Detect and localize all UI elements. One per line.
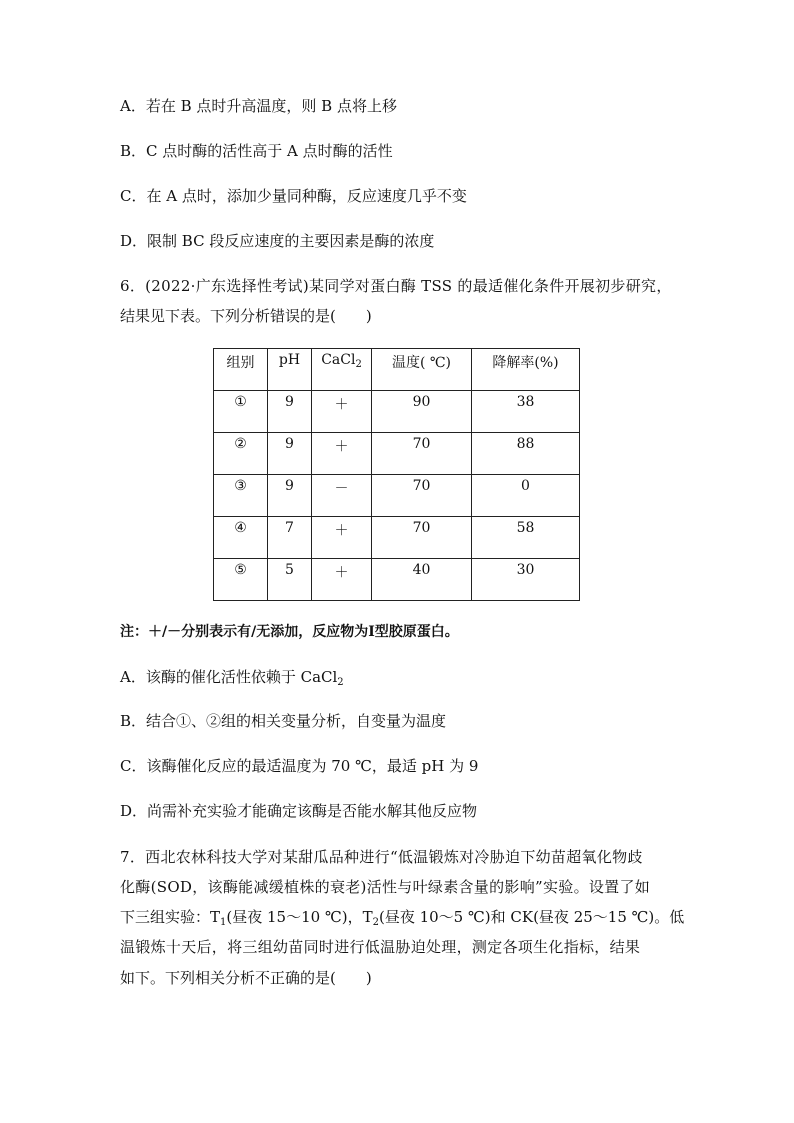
q7-stem-line4: 温锻炼十天后，将三组幼苗同时进行低温胁迫处理，测定各项生化指标，结果 <box>120 938 641 956</box>
q5-option-c: C．在 A 点时，添加少量同种酶，反应速度几乎不变 <box>120 187 467 205</box>
table-note: 注：＋/－分别表示有/无添加，反应物为Ⅰ型胶原蛋白。 <box>120 624 459 640</box>
header-degradation-rate: 降解率(%) <box>472 349 580 391</box>
q7-line3-sub-1: 1 <box>220 917 227 928</box>
table-row <box>214 391 580 433</box>
cell-rate: 38 <box>472 391 580 433</box>
q6-option-a <box>120 667 344 687</box>
q6-option-a-main: A．该酶的催化活性依赖于 CaCl <box>120 668 338 686</box>
cell-temperature: 70 <box>372 433 472 475</box>
cell-ph: 5 <box>268 559 312 601</box>
cell-ph: 7 <box>268 517 312 559</box>
table-header-row <box>214 349 580 391</box>
cell-group: ① <box>214 391 268 433</box>
table-row <box>214 559 580 601</box>
table-row <box>214 475 580 517</box>
cell-ph: 9 <box>268 475 312 517</box>
header-cacl2 <box>312 349 372 391</box>
q7-line3-text-a: 下三组实验：T <box>120 908 221 926</box>
q7-stem-line2: 化酶(SOD，该酶能减缓植株的衰老)活性与叶绿素含量的影响”实验。设置了如 <box>120 878 651 896</box>
cell-ph: 9 <box>268 433 312 475</box>
header-cacl2-main: CaCl <box>321 352 356 368</box>
cell-group: ③ <box>214 475 268 517</box>
q6-option-d: D．尚需补充实验才能确定该酶是否能水解其他反应物 <box>120 802 478 820</box>
table-row <box>214 433 580 475</box>
q6-option-a-sub: 2 <box>337 677 344 688</box>
q5-option-b: B．C 点时酶的活性高于 A 点时酶的活性 <box>120 142 393 160</box>
header-group: 组别 <box>214 349 268 391</box>
cell-cacl2: － <box>312 475 372 517</box>
cell-rate: 0 <box>472 475 580 517</box>
cell-group: ② <box>214 433 268 475</box>
header-cacl2-sub: 2 <box>355 359 362 370</box>
cell-temperature: 90 <box>372 391 472 433</box>
cell-rate: 88 <box>472 433 580 475</box>
q7-line3-text-c: (昼夜 15～10 ℃)，T <box>226 908 373 926</box>
cell-cacl2: ＋ <box>312 433 372 475</box>
q6-option-b: B．结合①、②组的相关变量分析，自变量为温度 <box>120 712 447 730</box>
q7-line3-text-e: (昼夜 10～5 ℃)和 CK(昼夜 25～15 ℃)。低 <box>378 908 685 926</box>
cell-ph: 9 <box>268 391 312 433</box>
cell-rate: 30 <box>472 559 580 601</box>
cell-temperature: 70 <box>372 475 472 517</box>
header-ph: pH <box>268 349 312 391</box>
q5-option-d: D．限制 BC 段反应速度的主要因素是酶的浓度 <box>120 232 435 250</box>
q7-line3-sub-2: 2 <box>372 917 379 928</box>
q7-stem-line3 <box>120 907 684 927</box>
table-row <box>214 517 580 559</box>
cell-group: ⑤ <box>214 559 268 601</box>
cell-cacl2: ＋ <box>312 517 372 559</box>
q6-stem-line1: 6．(2022·广东选择性考试)某同学对蛋白酶 TSS 的最适催化条件开展初步研究， <box>120 277 672 295</box>
cell-group: ④ <box>214 517 268 559</box>
q6-stem-line2: 结果见下表。下列分析错误的是( ) <box>120 307 372 325</box>
cell-cacl2: ＋ <box>312 391 372 433</box>
q7-stem-line5: 如下。下列相关分析不正确的是( ) <box>120 969 372 987</box>
q5-option-a: A．若在 B 点时升高温度，则 B 点将上移 <box>120 97 397 115</box>
cell-cacl2: ＋ <box>312 559 372 601</box>
cell-rate: 58 <box>472 517 580 559</box>
q7-stem-line1: 7．西北农林科技大学对某甜瓜品种进行“低温锻炼对冷胁迫下幼苗超氧化物歧 <box>120 848 643 866</box>
q6-option-c: C．该酶催化反应的最适温度为 70 ℃，最适 pH 为 9 <box>120 757 479 775</box>
results-table <box>213 348 580 601</box>
header-temperature: 温度( ℃) <box>372 349 472 391</box>
cell-temperature: 40 <box>372 559 472 601</box>
cell-temperature: 70 <box>372 517 472 559</box>
